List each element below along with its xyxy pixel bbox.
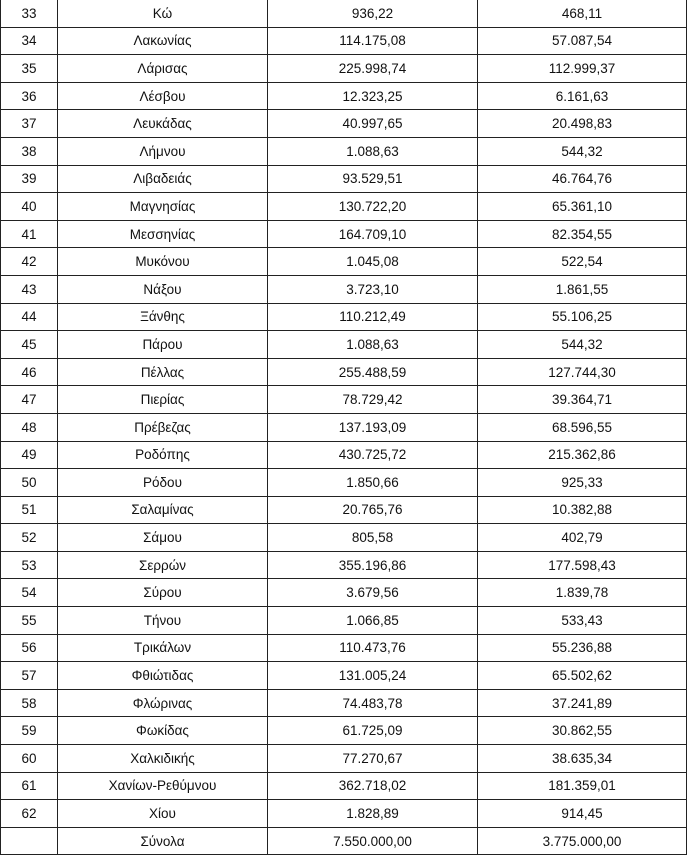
amount-total-cell: 12.323,25 — [268, 82, 478, 110]
amount-half-cell: 215.362,86 — [478, 441, 687, 469]
prefecture-name-cell: Φθιώτιδας — [58, 662, 268, 690]
row-number-cell: 61 — [1, 772, 58, 800]
amount-half-cell: 402,79 — [478, 524, 687, 552]
row-number-cell: 50 — [1, 469, 58, 497]
row-number-cell: 41 — [1, 220, 58, 248]
amount-total-cell: 362.718,02 — [268, 772, 478, 800]
amount-half-cell: 82.354,55 — [478, 220, 687, 248]
table-row — [1, 55, 687, 83]
row-number-cell: 36 — [1, 82, 58, 110]
amount-half-cell: 39.364,71 — [478, 386, 687, 414]
amount-half-cell: 65.361,10 — [478, 193, 687, 221]
prefecture-name-cell: Χίου — [58, 800, 268, 828]
row-number-cell: 51 — [1, 496, 58, 524]
amount-half-cell: 914,45 — [478, 800, 687, 828]
row-number-cell: 33 — [1, 0, 58, 27]
table-row — [1, 496, 687, 524]
table-body — [1, 0, 687, 855]
table-row — [1, 137, 687, 165]
table-row — [1, 579, 687, 607]
row-number-cell: 37 — [1, 110, 58, 138]
table-row — [1, 248, 687, 276]
row-number-cell: 62 — [1, 800, 58, 828]
row-number-cell: 52 — [1, 524, 58, 552]
table-row — [1, 358, 687, 386]
amount-total-cell: 77.270,67 — [268, 745, 478, 773]
table-row — [1, 607, 687, 635]
table-row — [1, 634, 687, 662]
table-row — [1, 193, 687, 221]
amount-half-cell: 127.744,30 — [478, 358, 687, 386]
amount-total-cell: 110.212,49 — [268, 303, 478, 331]
table-row — [1, 441, 687, 469]
amount-half-cell: 1.839,78 — [478, 579, 687, 607]
amount-half-cell: 181.359,01 — [478, 772, 687, 800]
amount-total-cell: 1.850,66 — [268, 469, 478, 497]
amount-half-cell: 112.999,37 — [478, 55, 687, 83]
prefecture-name-cell: Σάμου — [58, 524, 268, 552]
amount-total-cell: 1.828,89 — [268, 800, 478, 828]
row-number-cell: 56 — [1, 634, 58, 662]
row-number-cell: 54 — [1, 579, 58, 607]
table-row — [1, 662, 687, 690]
prefecture-name-cell: Πάρου — [58, 331, 268, 359]
amount-half-cell: 544,32 — [478, 137, 687, 165]
table-row — [1, 275, 687, 303]
totals-label-cell: Σύνολα — [58, 827, 268, 855]
table-row — [1, 165, 687, 193]
amount-half-cell: 55.106,25 — [478, 303, 687, 331]
row-number-cell: 58 — [1, 689, 58, 717]
table-row — [1, 0, 687, 27]
row-number-cell: 53 — [1, 551, 58, 579]
amount-total-cell: 93.529,51 — [268, 165, 478, 193]
row-number-cell: 45 — [1, 331, 58, 359]
table-row — [1, 689, 687, 717]
amount-total-cell: 3.723,10 — [268, 275, 478, 303]
amount-total-cell: 164.709,10 — [268, 220, 478, 248]
prefecture-name-cell: Φωκίδας — [58, 717, 268, 745]
row-number-cell: 48 — [1, 413, 58, 441]
amount-total-cell: 1.045,08 — [268, 248, 478, 276]
table-row — [1, 717, 687, 745]
amount-half-cell: 925,33 — [478, 469, 687, 497]
amount-half-cell: 30.862,55 — [478, 717, 687, 745]
amount-half-cell: 1.861,55 — [478, 275, 687, 303]
amount-half-cell: 544,32 — [478, 331, 687, 359]
prefecture-name-cell: Χανίων-Ρεθύμνου — [58, 772, 268, 800]
prefecture-name-cell: Μαγνησίας — [58, 193, 268, 221]
row-number-cell: 35 — [1, 55, 58, 83]
amount-total-cell: 40.997,65 — [268, 110, 478, 138]
prefecture-name-cell: Πρέβεζας — [58, 413, 268, 441]
amount-total-cell: 137.193,09 — [268, 413, 478, 441]
amount-total-cell: 1.066,85 — [268, 607, 478, 635]
table-row — [1, 331, 687, 359]
prefecture-name-cell: Λιβαδειάς — [58, 165, 268, 193]
table-row — [1, 82, 687, 110]
row-number-cell: 47 — [1, 386, 58, 414]
row-number-cell: 34 — [1, 27, 58, 55]
table-row — [1, 27, 687, 55]
row-number-cell: 55 — [1, 607, 58, 635]
amount-total-cell: 78.729,42 — [268, 386, 478, 414]
amount-total-cell: 3.679,56 — [268, 579, 478, 607]
table-row — [1, 413, 687, 441]
amount-total-cell: 1.088,63 — [268, 137, 478, 165]
prefecture-name-cell: Τρικάλων — [58, 634, 268, 662]
prefecture-name-cell: Μεσσηνίας — [58, 220, 268, 248]
prefecture-name-cell: Λάρισας — [58, 55, 268, 83]
totals-number-cell — [1, 827, 58, 855]
amount-total-cell: 110.473,76 — [268, 634, 478, 662]
amount-half-cell: 533,43 — [478, 607, 687, 635]
amount-half-cell: 55.236,88 — [478, 634, 687, 662]
amount-half-cell: 177.598,43 — [478, 551, 687, 579]
amount-half-cell: 20.498,83 — [478, 110, 687, 138]
amount-half-cell: 468,11 — [478, 0, 687, 27]
table-row — [1, 800, 687, 828]
table-row — [1, 386, 687, 414]
prefecture-name-cell: Λακωνίας — [58, 27, 268, 55]
prefecture-name-cell: Λήμνου — [58, 137, 268, 165]
prefecture-name-cell: Πιερίας — [58, 386, 268, 414]
amount-half-cell: 6.161,63 — [478, 82, 687, 110]
row-number-cell: 60 — [1, 745, 58, 773]
row-number-cell: 40 — [1, 193, 58, 221]
row-number-cell: 43 — [1, 275, 58, 303]
prefecture-name-cell: Πέλλας — [58, 358, 268, 386]
row-number-cell: 39 — [1, 165, 58, 193]
table-row — [1, 524, 687, 552]
prefecture-name-cell: Κώ — [58, 0, 268, 27]
amount-half-cell: 38.635,34 — [478, 745, 687, 773]
prefecture-name-cell: Τήνου — [58, 607, 268, 635]
row-number-cell: 49 — [1, 441, 58, 469]
table-row — [1, 303, 687, 331]
table-row — [1, 220, 687, 248]
totals-amount-half-cell: 3.775.000,00 — [478, 827, 687, 855]
prefecture-name-cell: Λευκάδας — [58, 110, 268, 138]
table-row — [1, 469, 687, 497]
prefecture-name-cell: Χαλκιδικής — [58, 745, 268, 773]
amount-half-cell: 10.382,88 — [478, 496, 687, 524]
table-row — [1, 551, 687, 579]
prefecture-name-cell: Ροδόπης — [58, 441, 268, 469]
amount-total-cell: 255.488,59 — [268, 358, 478, 386]
prefecture-name-cell: Φλώρινας — [58, 689, 268, 717]
totals-row — [1, 827, 687, 855]
prefecture-name-cell: Νάξου — [58, 275, 268, 303]
amount-total-cell: 130.722,20 — [268, 193, 478, 221]
row-number-cell: 57 — [1, 662, 58, 690]
amount-total-cell: 20.765,76 — [268, 496, 478, 524]
prefecture-name-cell: Σαλαμίνας — [58, 496, 268, 524]
amount-half-cell: 65.502,62 — [478, 662, 687, 690]
amount-total-cell: 225.998,74 — [268, 55, 478, 83]
totals-amount-total-cell: 7.550.000,00 — [268, 827, 478, 855]
amount-total-cell: 355.196,86 — [268, 551, 478, 579]
table-row — [1, 745, 687, 773]
prefecture-name-cell: Λέσβου — [58, 82, 268, 110]
prefecture-name-cell: Ρόδου — [58, 469, 268, 497]
amount-half-cell: 522,54 — [478, 248, 687, 276]
row-number-cell: 44 — [1, 303, 58, 331]
amount-half-cell: 46.764,76 — [478, 165, 687, 193]
amount-half-cell: 68.596,55 — [478, 413, 687, 441]
amount-total-cell: 61.725,09 — [268, 717, 478, 745]
row-number-cell: 46 — [1, 358, 58, 386]
row-number-cell: 38 — [1, 137, 58, 165]
table-row — [1, 772, 687, 800]
amount-half-cell: 57.087,54 — [478, 27, 687, 55]
amount-half-cell: 37.241,89 — [478, 689, 687, 717]
amount-total-cell: 1.088,63 — [268, 331, 478, 359]
amount-total-cell: 936,22 — [268, 0, 478, 27]
amount-total-cell: 805,58 — [268, 524, 478, 552]
amount-total-cell: 131.005,24 — [268, 662, 478, 690]
table-row — [1, 110, 687, 138]
prefecture-name-cell: Ξάνθης — [58, 303, 268, 331]
row-number-cell: 42 — [1, 248, 58, 276]
prefecture-name-cell: Μυκόνου — [58, 248, 268, 276]
row-number-cell: 59 — [1, 717, 58, 745]
amount-total-cell: 430.725,72 — [268, 441, 478, 469]
amount-total-cell: 114.175,08 — [268, 27, 478, 55]
prefecture-name-cell: Σύρου — [58, 579, 268, 607]
amount-total-cell: 74.483,78 — [268, 689, 478, 717]
prefecture-name-cell: Σερρών — [58, 551, 268, 579]
